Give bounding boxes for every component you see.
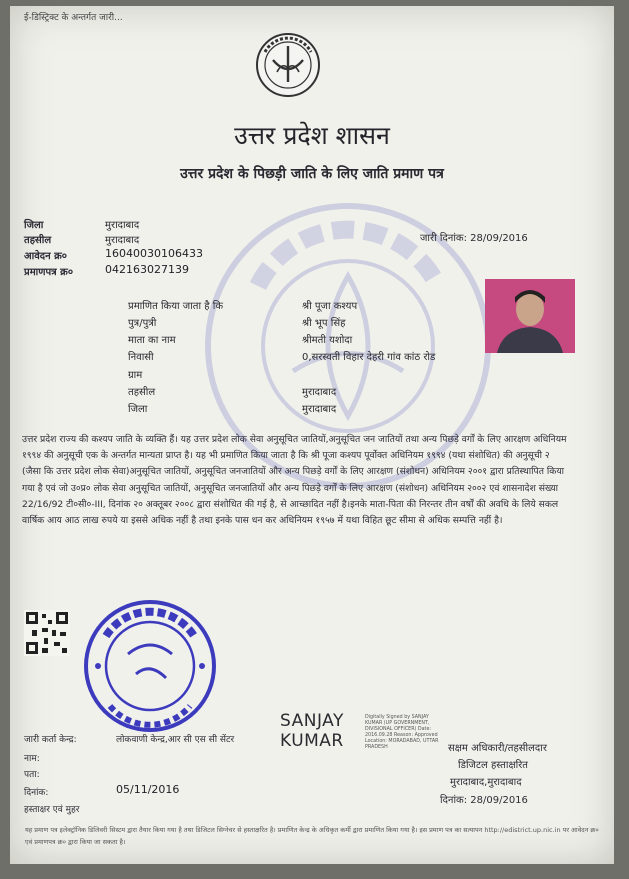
district-label: जिला [24, 220, 44, 231]
application-no-value: 16040030106433 [105, 247, 203, 260]
page-title: उत्तर प्रदेश शासन [234, 121, 390, 150]
footer-date-value: 05/11/2016 [116, 783, 180, 796]
certificate-no-label: प्रमाणपत्र क्र० [24, 267, 74, 278]
authority-date: दिनांक: 28/09/2016 [440, 795, 528, 806]
tehsil-label: तहसील [24, 235, 52, 246]
official-stamp-icon [80, 596, 220, 736]
person-district-value: मुरादाबाद [302, 404, 337, 415]
authority-title: सक्षम अधिकारी/तहसीलदार [448, 743, 547, 754]
father-husband-value: श्री भूप सिंह [302, 318, 346, 329]
mother-name-value: श्रीमती यशोदा [302, 335, 353, 346]
father-husband-label: पुत्र/पुत्री [128, 318, 157, 329]
issuing-center-label: जारी कर्ता केन्द्र: [24, 735, 77, 745]
application-no-label: आवेदन क्र० [24, 251, 68, 262]
signer-first-name: SANJAY [280, 711, 344, 731]
person-district-label: जिला [128, 404, 148, 415]
person-tehsil-value: मुरादाबाद [302, 387, 337, 398]
certificate-page [10, 6, 614, 864]
mother-name-label: माता का नाम [128, 335, 176, 346]
seal-label: हस्ताक्षर एवं मुहर [24, 805, 80, 815]
footer-date-label: दिनांक: [24, 788, 49, 798]
person-tehsil-label: तहसील [128, 387, 156, 398]
certificate-statement: उत्तर प्रदेश राज्य की कश्यप जाति के व्यक्ति हैं। यह उत्तर प्रदेश लोक सेवा अनुसूचित जातियों,अनुसूचित जन जातियों तथा अन्य पिछड़े वर्गों के लिए आरक्षण अधिनियम १९९४ की अनुसूची एक के अन्तर्गत मान्यता प्राप्त है। यह भी प्रमाणित किया जाता है कि श्री पूजा कश्यप पूर्वोक्त अधिनियम १९९४ (यथा संशोधित) की अनुसूची २ (जैसा कि उत्तर प्रदेश लोक सेवा)अनुसूचित जातियों, अनुसूचित जनजातियों और अन्य पिछड़े वर्गों के लिए आरक्षण (संशोधन) अधिनियम २००१ द्वारा प्रतिस्थापित किया गया है एवं जो उ०प्र० लोक सेवा अनुसूचित जातियों, अनुसूचित जनजातियों और अन्य पिछड़े वर्गों के लिए आरक्षण (संशोधन) अधिनियम २००२ एवं शासनादेश संख्या 22/16/92 टी०सी०-III, दिनांक २० अक्तूबर २००८ द्वारा संशोधित की गई है, से आच्छादित नहीं है।इनके माता-पिता की निरन्तर तीन वर्षों की अवधि के लिये सकल वार्षिक आय आठ लाख रुपये या इससे अधिक नहीं है तथा इनके पास धन कर अधिनियम १९५७ में यथा विहित छूट सीमा से अधिक सम्पत्ति नहीं है। [22, 434, 567, 527]
village-label: ग्राम [128, 370, 143, 381]
signer-last-name: KUMAR [280, 731, 344, 751]
digital-signature-details: Digitally Signed by SANJAY KUMAR (UP GOVERNMENT, DIVISIONAL OFFICER) Date: 2016.09.28 Reason: Approved Location: MORADABAD, UTTAR PRADESH [365, 715, 439, 750]
header-note: ई-डिस्ट्रिक्ट के अन्तर्गत जारी... [24, 13, 123, 23]
certificate-no-value: 042163027139 [105, 263, 189, 276]
authority-location: मुरादाबाद,मुरादाबाद [450, 777, 522, 788]
tehsil-value: मुरादाबाद [105, 235, 140, 246]
name-label: नाम: [24, 754, 40, 764]
applicant-photo [485, 279, 575, 353]
resident-label: निवासी [128, 352, 154, 363]
district-value: मुरादाबाद [105, 220, 140, 231]
issuing-center-value: लोकवाणी केन्द्र,आर सी एस सी सेंटर [116, 735, 235, 745]
certified-person-value: श्री पूजा कश्यप [302, 301, 358, 312]
resident-value: 0,सरस्वती विहार देहरी गांव कांठ रोड [302, 352, 436, 363]
issue-date: जारी दिनांक: 28/09/2016 [420, 233, 528, 244]
page-subtitle: उत्तर प्रदेश के पिछड़ी जाति के लिए जाति प्रमाण पत्र [180, 166, 444, 182]
certified-person-label: प्रमाणित किया जाता है कि [128, 301, 224, 312]
up-government-emblem-icon [255, 32, 321, 98]
verification-note: यह प्रमाण पत्र इलेक्ट्रॉनिक डिलिवरी सिस्टम द्वारा तैयार किया गया है तथा डिजिटल सिग्नेचर से हस्ताक्षरित है। प्रमाणित केन्द्र के अधिकृत कर्मी द्वारा प्रमाणित किया गया है। इस प्रमाण पत्र का सत्यापन http://edistrict.up.nic.in पर आवेदन क्र० एवं प्रमाणपत्र क्र० द्वारा किया जा सकता है। [25, 826, 599, 846]
qr-code-icon [24, 610, 70, 656]
authority-office: डिजिटल हस्ताक्षरित [458, 760, 528, 771]
address-label: पता: [24, 770, 40, 780]
